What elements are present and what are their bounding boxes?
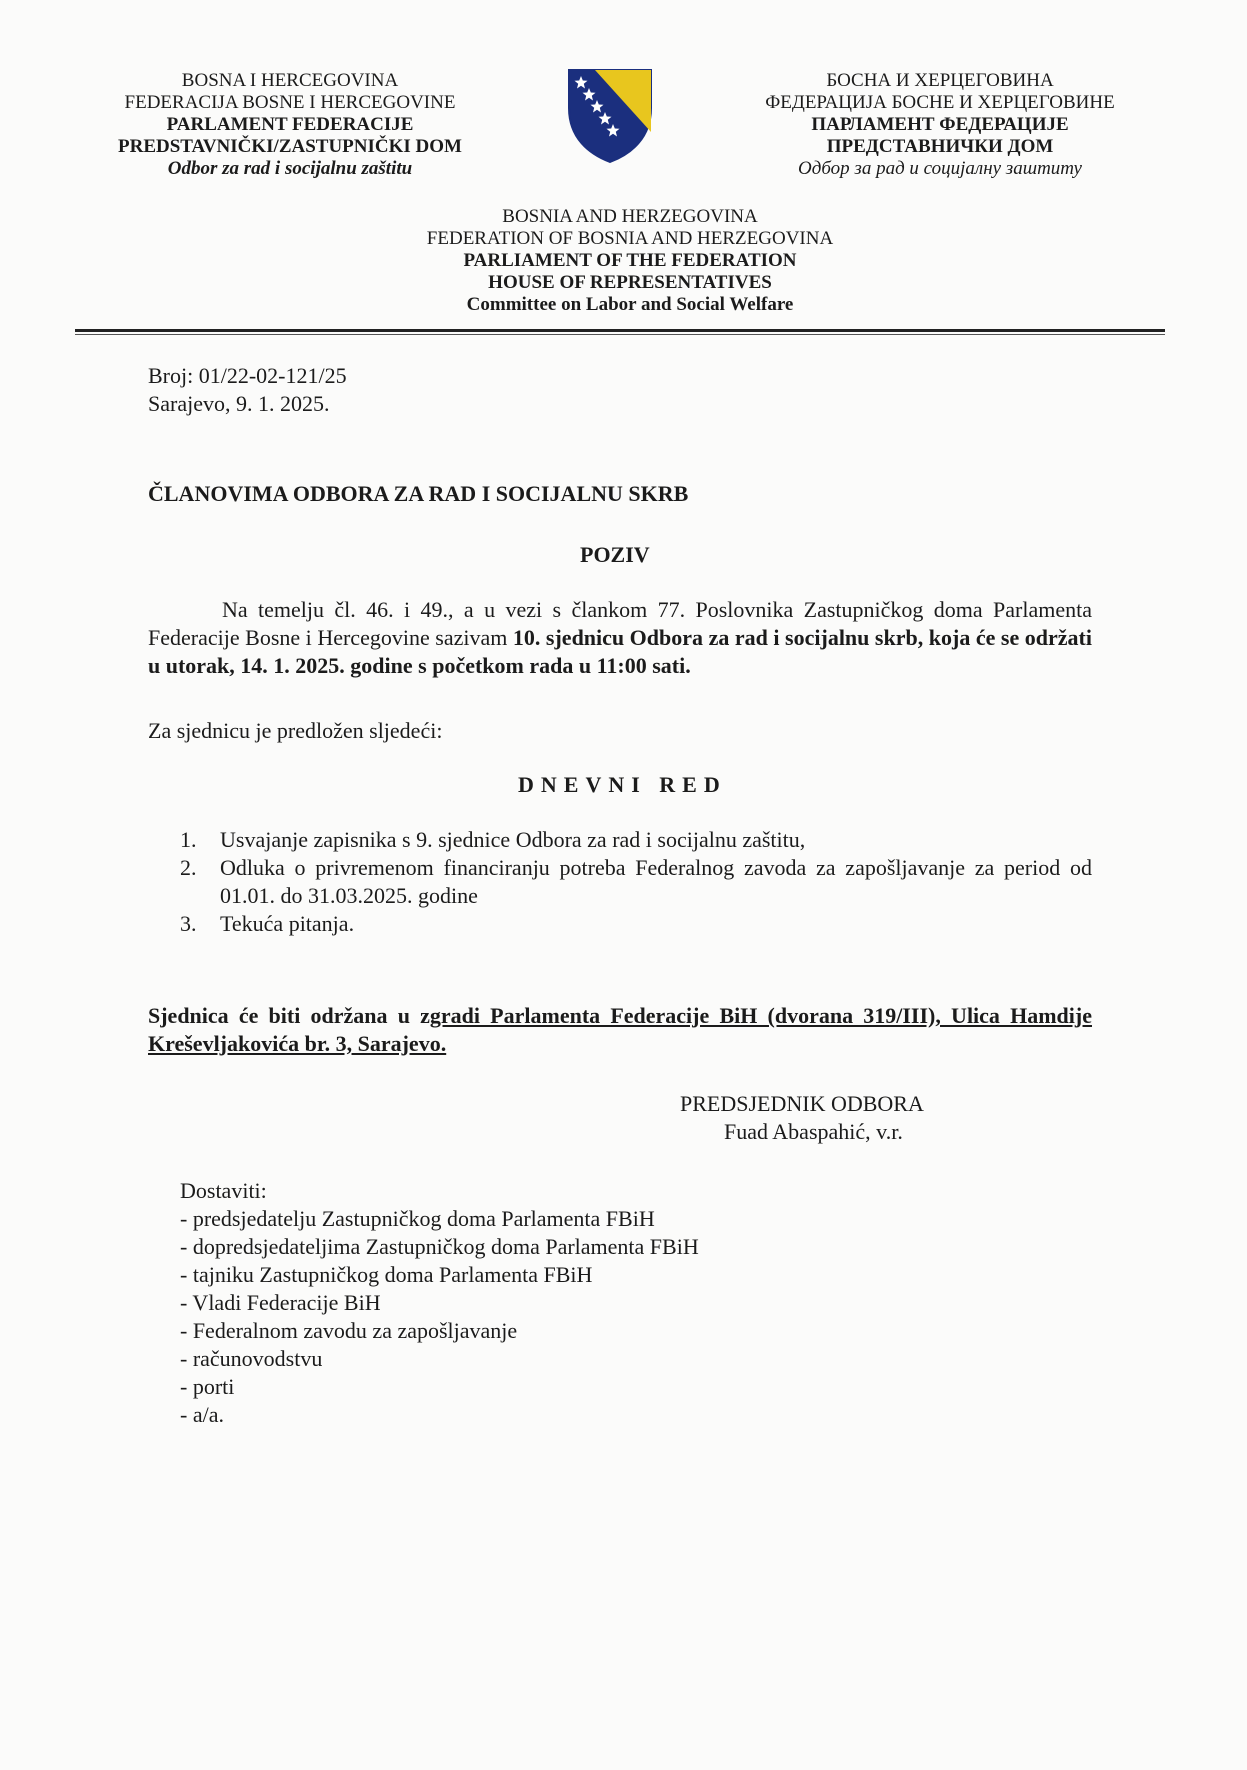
header-center-line5: Committee on Labor and Social Welfare [466, 294, 794, 315]
distribution-item: - a/a. [180, 1402, 224, 1427]
distribution-item: - predsjedatelju Zastupničkog doma Parlamenta FBiH [180, 1206, 655, 1231]
header-right-line1: БОСНА И ХЕРЦЕГОВИНА [826, 70, 1054, 91]
signature-name: Fuad Abaspahić, v.r. [724, 1119, 903, 1144]
header-divider-thin [75, 334, 1165, 335]
header-left-line1: BOSNA I HERCEGOVINA [181, 70, 399, 91]
coat-of-arms-icon [565, 68, 655, 164]
agenda-item-text: Tekuća pitanja. [220, 911, 355, 936]
header-center-line4: HOUSE OF REPRESENTATIVES [488, 272, 772, 293]
header-left [70, 70, 510, 180]
header-left-line2: FEDERACIJA BOSNE I HERCEGOVINE [124, 92, 456, 113]
header-right-line2: ФЕДЕРАЦИЈА БОСНЕ И ХЕРЦЕГОВИНЕ [765, 92, 1115, 113]
header-center [330, 206, 930, 316]
header-center-line3: PARLIAMENT OF THE FEDERATION [463, 250, 797, 271]
header-right-line4: ПРЕДСТАВНИЧКИ ДОМ [826, 136, 1054, 157]
agenda-item-text: Odluka o privremenom financiranju potreba Federalnog zavoda za zapošljavanje za period od 01.01. do 31.03.2025. godine [220, 855, 1092, 908]
header-right-line5: Одбор за рад и социјалну заштиту [798, 158, 1082, 179]
place-date: Sarajevo, 9. 1. 2025. [148, 391, 330, 416]
agenda-item-number: 1. [180, 827, 197, 852]
venue-prefix: Sjednica će biti održana u z [148, 1003, 430, 1028]
intro-paragraph [148, 596, 1092, 680]
header-center-line2: FEDERATION OF BOSNIA AND HERZEGOVINA [426, 228, 834, 249]
agenda-item-text: Usvajanje zapisnika s 9. sjednice Odbora za rad i socijalnu zaštitu, [220, 827, 806, 852]
header-divider [75, 329, 1165, 332]
venue-paragraph [148, 1002, 1092, 1058]
header-right-line3: ПАРЛАМЕНТ ФЕДЕРАЦИЈЕ [811, 114, 1069, 135]
distribution-list [180, 1205, 699, 1429]
agenda-item [180, 826, 1092, 854]
intro-plain-text: Na temelju čl. 46. i 49., a u vezi s člankom 77. Poslovnika Zastupničkog doma Parlamenta Federacije Bosne i Hercegovine sazivam [148, 597, 1092, 650]
reference-number: Broj: 01/22-02-121/25 [148, 363, 347, 388]
distribution-item: - porti [180, 1374, 235, 1399]
header-left-line4: PREDSTAVNIČKI/ZASTUPNIČKI DOM [118, 136, 462, 157]
distribution-item: - Vladi Federacije BiH [180, 1290, 381, 1315]
reference-block [148, 362, 347, 418]
distribution-heading: Dostaviti: [180, 1178, 267, 1203]
venue-address: gradi Parlamenta Federacije BiH (dvorana 319/III), Ulica Hamdije Kreševljakovića br. 3, Sarajevo. [148, 1003, 1092, 1056]
header-right [730, 70, 1150, 180]
agenda-list [180, 826, 1092, 938]
agenda-title: DNEVNI RED [518, 772, 727, 797]
header-left-line5: Odbor za rad i socijalnu zaštitu [167, 158, 413, 179]
distribution-item: - tajniku Zastupničkog doma Parlamenta FBiH [180, 1262, 593, 1287]
signature-block [680, 1090, 980, 1146]
header-center-line1: BOSNIA AND HERZEGOVINA [502, 206, 758, 227]
intro-bold-text: 10. sjednicu Odbora za rad i socijalnu skrb, koja će se održati u utorak, 14. 1. 2025. godine s početkom rada u 11:00 sati. [148, 625, 1092, 678]
distribution-block [180, 1177, 699, 1429]
proposal-text: Za sjednicu je predložen sljedeći: [148, 718, 443, 743]
agenda-item-number: 3. [180, 911, 197, 936]
header-left-line3: PARLAMENT FEDERACIJE [166, 114, 414, 135]
signature-title: PREDSJEDNIK ODBORA [680, 1091, 924, 1116]
distribution-item: - dopredsjedateljima Zastupničkog doma Parlamenta FBiH [180, 1234, 699, 1259]
distribution-item: - računovodstvu [180, 1346, 323, 1371]
agenda-item [180, 854, 1092, 910]
agenda-item-number: 2. [180, 855, 197, 880]
distribution-item: - Federalnom zavodu za zapošljavanje [180, 1318, 518, 1343]
agenda-item [180, 910, 1092, 938]
addressee: ČLANOVIMA ODBORA ZA RAD I SOCIJALNU SKRB [148, 481, 689, 506]
invitation-title: POZIV [580, 542, 650, 567]
